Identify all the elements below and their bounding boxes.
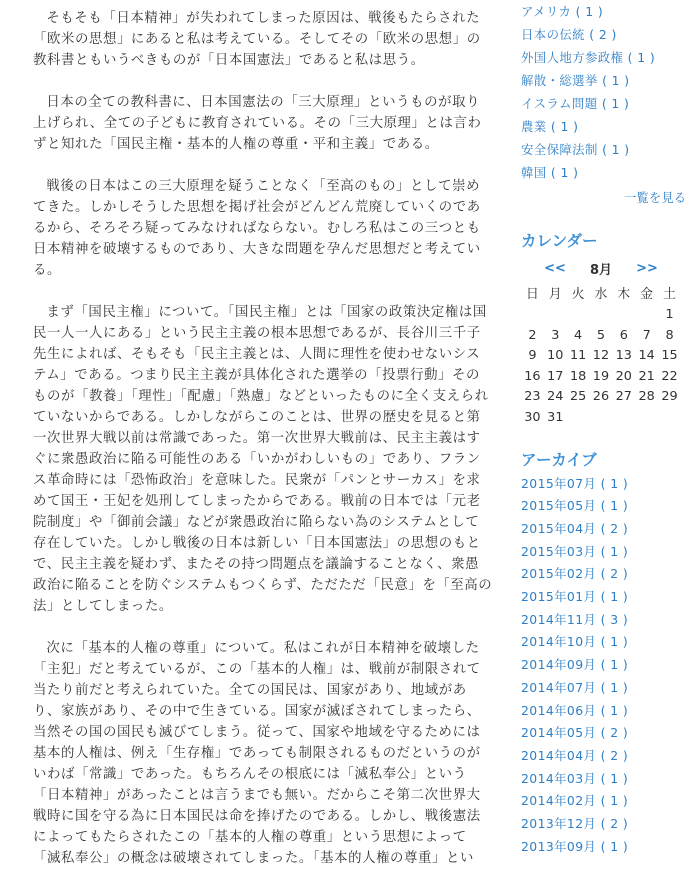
archive-link[interactable]: 2014年11月 ( 3 ) <box>521 611 629 627</box>
calendar-day <box>590 305 613 326</box>
archive-link[interactable]: 2013年12月 ( 2 ) <box>521 816 629 832</box>
calendar-day: 10 <box>547 348 564 364</box>
calendar-day: 14 <box>638 348 655 364</box>
calendar-nav <box>521 259 681 278</box>
calendar-day: 23 <box>524 389 541 405</box>
calendar-day <box>612 407 635 428</box>
article-paragraph: 次に「基本的人権の尊重」について。私はこれが日本精神を破壊した「主犯」だと考えているが、この「基本的人権」は、戦前が制限されて当たり前だと考えられていた。全ての国民は、国家があり、地域があり、家族があり、その中で生きている。国家が滅ぼされてしまったら、当然その国の国民も滅びてしまう。従って、国家や地域を守るためには基本的人権は、例え「生存権」であっても制限されるものだというのがいわば「常識」であった。もちろんその根底には「滅私奉公」という「日本精神」があったことは言うまでも無い。だからこそ第二次世界大戦時に国を守る為に日本国民は命を捧げたのである。しかし、戦後憲法によってもたらされたこの「基本的人権の尊重」という思想によって「滅私奉公」の概念は破壊されてしまった。「基本的人権の尊重」とい <box>33 641 481 866</box>
archive-link[interactable]: 2014年09月 ( 1 ) <box>521 657 629 673</box>
category-link[interactable]: アメリカ ( 1 ) <box>521 4 604 19</box>
calendar-day: 29 <box>661 389 678 405</box>
calendar-weekday-row <box>521 282 681 305</box>
calendar-day <box>567 305 590 326</box>
article-body <box>33 8 493 890</box>
archive-link[interactable]: 2014年06月 ( 1 ) <box>521 702 629 718</box>
calendar-day: 9 <box>528 348 537 364</box>
category-link[interactable]: 解散・総選挙 ( 1 ) <box>521 73 630 88</box>
calendar-weekday: 金 <box>640 286 654 302</box>
calendar-day: 17 <box>547 368 564 384</box>
category-link[interactable]: イスラム問題 ( 1 ) <box>521 96 630 111</box>
archive-link[interactable]: 2014年07月 ( 1 ) <box>521 679 629 695</box>
calendar-day <box>635 305 658 326</box>
archive-link[interactable]: 2014年10月 ( 1 ) <box>521 634 629 650</box>
calendar-week-row <box>521 305 681 326</box>
category-link[interactable]: 安全保障法制 ( 1 ) <box>521 142 630 157</box>
calendar-weekday: 水 <box>594 286 608 302</box>
archive-link[interactable]: 2014年05月 ( 2 ) <box>521 725 629 741</box>
calendar-day <box>521 305 544 326</box>
calendar-day <box>567 407 590 428</box>
archive-link[interactable]: 2013年09月 ( 1 ) <box>521 838 629 854</box>
category-link[interactable]: 外国人地方参政権 ( 1 ) <box>521 50 656 65</box>
calendar-day: 31 <box>547 409 564 425</box>
calendar-day: 12 <box>592 348 610 364</box>
archive-link[interactable]: 2015年01月 ( 1 ) <box>521 589 629 605</box>
sidebar <box>521 0 686 858</box>
archive-link[interactable]: 2015年03月 ( 1 ) <box>521 543 629 559</box>
calendar-day: 16 <box>524 368 541 384</box>
calendar-day <box>590 407 613 428</box>
category-link[interactable]: 日本の伝統 ( 2 ) <box>521 27 617 42</box>
archive-link[interactable]: 2014年03月 ( 1 ) <box>521 770 629 786</box>
archive-link[interactable]: 2015年07月 ( 1 ) <box>521 475 629 491</box>
archive-list <box>521 473 686 859</box>
calendar-day: 6 <box>619 327 628 343</box>
calendar-day <box>544 305 567 326</box>
calendar-day: 27 <box>615 389 632 405</box>
category-link[interactable]: 農業 ( 1 ) <box>521 119 579 134</box>
calendar-day: 21 <box>638 368 655 384</box>
article-paragraph: 戦後の日本はこの三大原理を疑うことなく「至高のもの」として崇めてきた。しかしそうした思想を掲げ社会がどんどん荒廃していくのであるから、そろそろ疑ってみなければならない。むしろ私はこの三つとも日本精神を破壊するものであり、大きな問題を孕んだ思想だと考えている。 <box>33 179 481 278</box>
calendar-day: 25 <box>569 389 587 405</box>
archive-heading: アーカイブ <box>521 450 597 469</box>
archive-link[interactable]: 2015年05月 ( 1 ) <box>521 498 629 514</box>
calendar-day <box>658 407 681 428</box>
calendar-day: 3 <box>551 327 560 343</box>
calendar-day: 19 <box>592 368 610 384</box>
calendar-day: 28 <box>638 389 655 405</box>
calendar-table <box>521 282 681 428</box>
calendar-day: 4 <box>574 327 583 343</box>
archive-link[interactable]: 2015年04月 ( 2 ) <box>521 520 629 536</box>
calendar-week-row <box>521 346 681 367</box>
calendar-day: 24 <box>547 389 564 405</box>
calendar-weekday: 日 <box>526 286 539 302</box>
calendar-weekday: 木 <box>617 286 631 302</box>
article-paragraph: まず「国民主権」について。「国民主権」とは「国家の政策決定権は国民一人一人にある」という民主主義の根本思想であるが、長谷川三千子先生によれば、そもそも「民主主義とは、人間に理性を使わせないシステム」である。つまり民主主義が具体化された選挙の「投票行動」そのものが「教養」「理性」「配慮」「熟慮」などといったものに全く支えられていないからである。しかしながらこのことは、世界の歴史を見ると第一次世界大戦以前は常識であった。第一次世界大戦前は、民主主義はすぐに衆愚政治に陥る可能性のある「いかがわしいもの」であり、フランス革命時には「恐怖政治」を意味した。民衆が「パンとサーカス」を求めて国王・王妃を処刑してしまったからである。戦前の日本では「元老院制度」や「御前会議」などが衆愚政治に陥らない為のシステムとして存在していた。しかし戦後の日本は新しい「日本国憲法」の思想のもとで、民主主義を疑わず、またその持つ問題点を議論することなく、衆愚政治に陥ることを防ぐシステムもつくらず、ただただ「民意」を「至高の法」としてしまった。 <box>33 305 493 614</box>
calendar-weekday: 土 <box>663 286 676 302</box>
calendar-day: 5 <box>596 327 606 343</box>
calendar-week-row <box>521 407 681 428</box>
calendar-day: 18 <box>569 368 587 384</box>
calendar-day: 11 <box>569 348 587 364</box>
view-all-link[interactable]: 一覧を見る <box>624 190 686 205</box>
calendar-day: 30 <box>524 409 541 425</box>
calendar-day: 1 <box>665 307 674 323</box>
archive-link[interactable]: 2014年02月 ( 1 ) <box>521 793 629 809</box>
calendar-week-row <box>521 387 681 408</box>
archive-link[interactable]: 2015年02月 ( 2 ) <box>521 566 629 582</box>
calendar-day: 15 <box>661 348 678 364</box>
calendar-day: 22 <box>661 368 678 384</box>
calendar-prev-link[interactable]: << <box>544 261 566 276</box>
calendar-month: 8月 <box>589 263 613 278</box>
calendar-day: 7 <box>642 327 651 343</box>
article-paragraph: そもそも「日本精神」が失われてしまった原因は、戦後もたらされた「欧米の思想」にあると私は考えている。そしてその「欧米の思想」の教科書ともいうべきものが「日本国憲法」であると私は思う。 <box>33 11 481 68</box>
calendar-day: 13 <box>615 348 632 364</box>
calendar-next-link[interactable]: >> <box>636 261 658 276</box>
calendar-day: 26 <box>592 389 610 405</box>
calendar-day: 8 <box>665 327 674 343</box>
calendar-weekday: 月 <box>548 286 562 302</box>
calendar-heading: カレンダー <box>521 232 598 250</box>
calendar-week-row <box>521 325 681 346</box>
calendar-week-row <box>521 366 681 387</box>
calendar-day: 20 <box>615 368 632 384</box>
calendar-day <box>612 305 635 326</box>
calendar-day <box>635 407 658 428</box>
archive-link[interactable]: 2014年04月 ( 2 ) <box>521 747 629 763</box>
article-paragraph: 日本の全ての教科書に、日本国憲法の「三大原理」というものが取り上げられ、全ての子どもに教育されている。その「三大原理」とは言わずと知れた「国民主権・基本的人権の尊重・平和主義」である。 <box>33 95 482 152</box>
category-link[interactable]: 韓国 ( 1 ) <box>521 165 579 180</box>
category-list <box>521 0 686 184</box>
calendar-weekday: 火 <box>571 286 585 302</box>
calendar-day: 2 <box>528 327 537 343</box>
